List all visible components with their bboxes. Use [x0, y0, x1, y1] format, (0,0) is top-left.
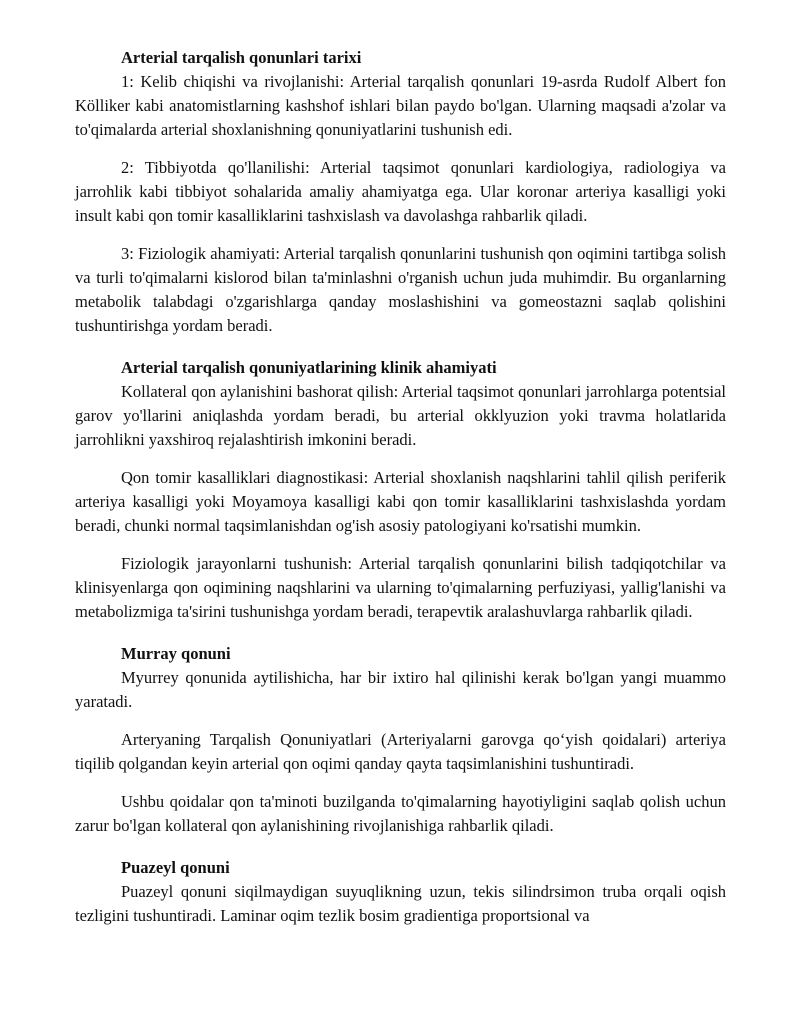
document-page	[75, 46, 726, 942]
section-murray	[75, 642, 726, 838]
section-heading: Murray qonuni	[121, 644, 231, 663]
section-heading: Arterial tarqalish qonunlari tarixi	[121, 48, 362, 67]
section-history	[75, 46, 726, 338]
paragraph: 1: Kelib chiqishi va rivojlanishi: Arterial tarqalish qonunlari 19-asrda Rudolf Albert fon Kölliker kabi anatomistlarning kashshof ishlari bilan paydo bo'lgan. Ularning maqsadi a'zolar va to'qimalarda arterial shoxlanishning qonuniyatlarini tushunish edi.	[75, 72, 726, 139]
section-heading: Puazeyl qonuni	[121, 858, 230, 877]
paragraph: Fiziologik jarayonlarni tushunish: Arterial tarqalish qonunlarini bilish tadqiqotchilar va klinisyenlarga qon oqimining naqshlarini va ularning to'qimalarning perfuziyasi, yallig'lanishi va metabolizmiga ta'sirini tushunishga yordam beradi, terapevtik aralashuvlarga rahbarlik qiladi.	[75, 554, 726, 621]
paragraph: Qon tomir kasalliklari diagnostikasi: Arterial shoxlanish naqshlarini tahlil qilish periferik arteriya kasalligi yoki Moyamoya kasalligi kabi qon tomir kasalliklarini tashxislashda yordam beradi, chunki normal taqsimlanishdan og'ish asosiy patologiyani ko'rsatishi mumkin.	[75, 468, 726, 535]
paragraph: Ushbu qoidalar qon ta'minoti buzilganda to'qimalarning hayotiyligini saqlab qolish uchun zarur bo'lgan kollateral qon aylanishining rivojlanishiga rahbarlik qiladi.	[75, 792, 726, 835]
paragraph: 2: Tibbiyotda qo'llanilishi: Arterial taqsimot qonunlari kardiologiya, radiologiya va jarrohlik kabi tibbiyot sohalarida amaliy ahamiyatga ega. Ular koronar arteriya kasalligi yoki insult kabi qon tomir kasalliklarini tashxislash va davolashga rahbarlik qiladi.	[75, 158, 726, 225]
paragraph: Myurrey qonunida aytilishicha, har bir ixtiro hal qilinishi kerak bo'lgan yangi muammo yaratadi.	[75, 668, 726, 711]
paragraph: Puazeyl qonuni siqilmaydigan suyuqlikning uzun, tekis silindrsimon truba orqali oqish tezligini tushuntiradi. Laminar oqim tezlik bosim gradientiga proportsional va	[75, 882, 726, 925]
paragraph: 3: Fiziologik ahamiyati: Arterial tarqalish qonunlarini tushunish qon oqimini tartibga solish va turli to'qimalarni kislorod bilan ta'minlashni o'rganish uchun juda muhimdir. Bu organlarning metabolik talabdagi o'zgarishlarga qanday moslashishini va gomeostazni saqlab qolishini tushuntirishga yordam beradi.	[75, 244, 726, 335]
section-heading: Arterial tarqalish qonuniyatlarining klinik ahamiyati	[121, 358, 497, 377]
paragraph: Kollateral qon aylanishini bashorat qilish: Arterial taqsimot qonunlari jarrohlarga potentsial garov yo'llarini aniqlashda yordam beradi, bu arterial okklyuzion yoki travma holatlarida jarrohlikni yaxshiroq rejalashtirish imkonini beradi.	[75, 382, 726, 449]
paragraph: Arteryaning Tarqalish Qonuniyatlari (Arteriyalarni garovga qo‘yish qoidalari) arteriya tiqilib qolgandan keyin arterial qon oqimi qanday qayta taqsimlanishini tushuntiradi.	[75, 730, 726, 773]
section-clinical	[75, 356, 726, 624]
section-poiseuille	[75, 856, 726, 928]
